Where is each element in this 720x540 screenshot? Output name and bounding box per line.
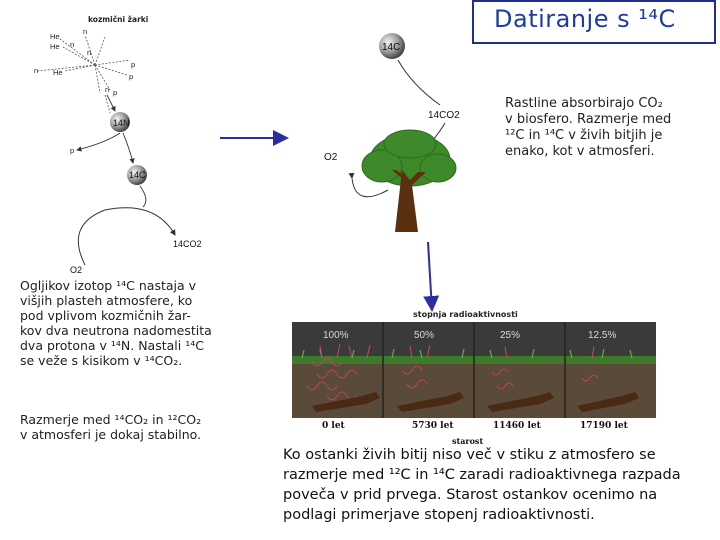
flow-arrow-right xyxy=(215,128,295,148)
cosmic-ray-diagram xyxy=(25,25,255,315)
ratio-text: Razmerje med ¹⁴CO₂ in ¹²CO₂ v atmosferi je dokaj stabilno. xyxy=(20,412,202,442)
particle-label: n xyxy=(105,85,110,94)
plants-text: Rastline absorbirajo CO₂ v biosfero. Razmerje med ¹²C in ¹⁴C v živih bitjih je enako, kot v atmosferi. xyxy=(505,96,672,159)
particle-label: He xyxy=(53,68,63,77)
particle-label: n xyxy=(87,48,92,57)
particle-label: p xyxy=(113,88,118,97)
particle-label: n xyxy=(83,27,88,36)
radioactivity-level: 12.5% xyxy=(588,330,617,341)
age-axis-label: starost xyxy=(452,436,484,446)
particle-label: p xyxy=(131,60,136,69)
cosmic-rays-label: kozmični žarki xyxy=(88,15,149,24)
remains-dating-text: Ko ostanki živih bitij niso več v stiku z atmosfero se razmerje med ¹²C in ¹⁴C zaradi radioaktivnega razpada poveča v prid prvega. Starost ostankov ocenimo na podlagi primerjave stopenj radioaktivnosti. xyxy=(283,447,681,523)
co2-label: 14CO2 xyxy=(173,239,202,249)
particle-label: n xyxy=(70,40,75,49)
radioactivity-level: 50% xyxy=(414,330,435,341)
isotope-formation-text: Ogljikov izotop ¹⁴C nastaja v višjih plasteh atmosfere, ko pod vplivom kozmičnih žar- kov dva neutrona nadomestita dva protona v ¹⁴N. Nastali ¹⁴C se veže s kisikom v ¹⁴CO₂. xyxy=(20,278,212,368)
title-box xyxy=(472,0,716,44)
particle-label: p xyxy=(70,146,75,155)
age-label: 0 let xyxy=(322,421,345,431)
radioactivity-title: stopnja radioaktivnosti xyxy=(413,310,518,319)
particle-label: He xyxy=(50,42,60,51)
page-title: Datiranje s ¹⁴C xyxy=(494,5,676,33)
o2-label: O2 xyxy=(70,265,83,275)
radioactivity-level: 100% xyxy=(323,330,349,341)
nucleus-label: 14N xyxy=(113,118,130,128)
co2-label: 14CO2 xyxy=(428,110,460,121)
o2-label: O2 xyxy=(324,152,338,163)
age-label: 17190 let xyxy=(580,421,628,431)
nucleus-label: 14C xyxy=(129,170,146,180)
tree-canopy xyxy=(362,130,456,186)
particle-label: n xyxy=(34,66,39,75)
age-label: 5730 let xyxy=(412,421,454,431)
tree-diagram xyxy=(300,20,500,240)
age-label: 11460 let xyxy=(493,421,541,431)
nucleus-label: 14C xyxy=(382,42,401,53)
particle-label: p xyxy=(129,72,134,81)
radioactivity-level: 25% xyxy=(500,330,521,341)
particle-label: He xyxy=(50,32,60,41)
flow-arrow-down xyxy=(418,240,438,320)
